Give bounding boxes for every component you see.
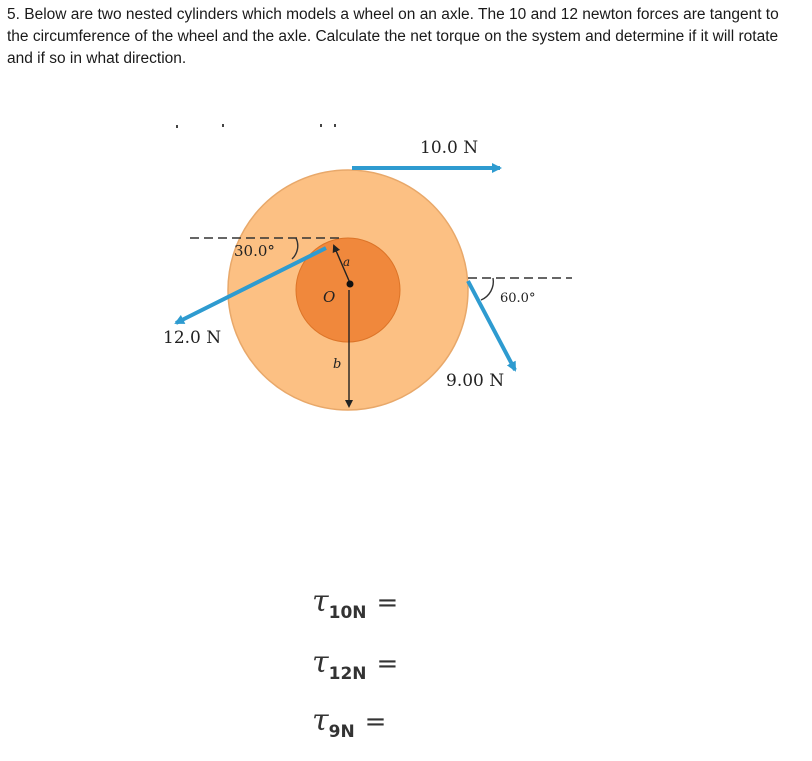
label-radius-a: a [343,255,351,269]
label-60deg: 60.0° [500,291,536,306]
question-text: 5. Below are two nested cylinders which models a wheel on an axle. The 10 and 12 newton forces are tangent to the circumference of the wheel and the axle. Calculate the net torque on the system and determine if it will rotate and if so in what direction. [7,6,779,67]
equation-tau-9n [312,703,386,742]
label-12n: 12.0 N [163,328,222,348]
label-radius-b: b [333,357,342,372]
tau-symbol: τ [312,645,329,680]
angle-arc-60 [481,278,493,300]
label-center-o: O [323,288,336,306]
tau-subscript: 9N [328,722,355,742]
label-10n: 10.0 N [420,138,479,158]
label-9n: 9.00 N [446,371,505,391]
tau-subscript: 10N [328,603,367,623]
tau-symbol: τ [312,703,329,738]
label-30deg: 30.0° [234,242,275,260]
equation-tau-10n [312,584,398,623]
equals-sign: = [376,649,399,679]
tau-subscript: 12N [328,664,367,684]
equals-sign: = [364,707,387,737]
equation-tau-12n [312,645,398,684]
equals-sign: = [376,588,399,618]
center-dot [347,281,354,288]
tau-symbol: τ [312,584,329,619]
stray-marks [176,124,336,128]
